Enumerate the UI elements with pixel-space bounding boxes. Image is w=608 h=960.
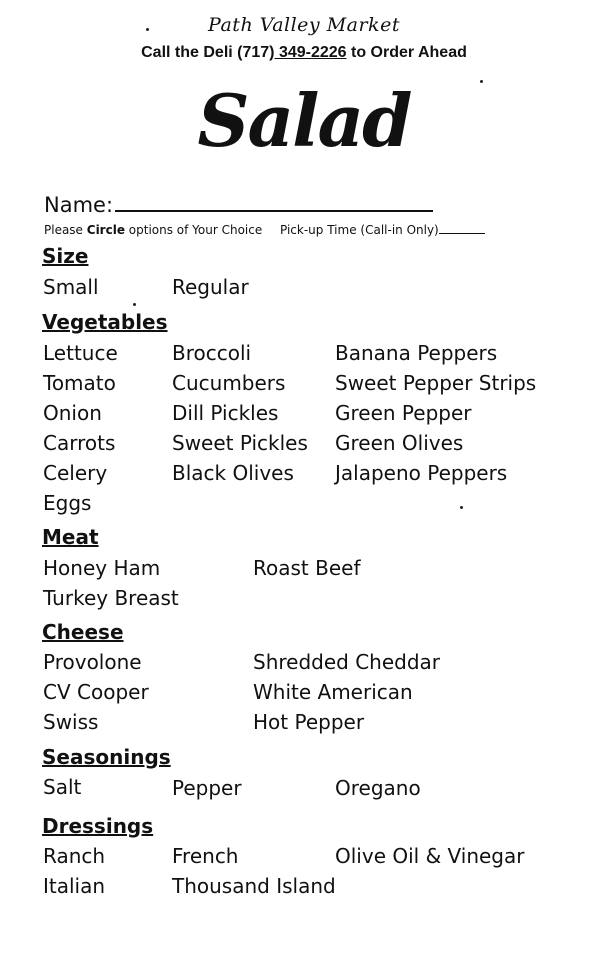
option-honey-ham[interactable]: Honey Ham: [43, 556, 161, 580]
option-jalapeno-peppers[interactable]: Jalapeno Peppers: [335, 461, 508, 485]
option-white-american[interactable]: White American: [253, 680, 413, 704]
option-thousand-island[interactable]: Thousand Island: [172, 874, 336, 898]
section-heading-cheese: Cheese: [42, 620, 124, 644]
pickup-label: Pick-up Time (Call-in Only): [280, 223, 439, 237]
scan-speck: [133, 303, 136, 306]
section-heading-size: Size: [42, 244, 89, 268]
option-oregano[interactable]: Oregano: [335, 776, 421, 800]
option-broccoli[interactable]: Broccoli: [172, 341, 252, 365]
section-heading-meat: Meat: [42, 525, 99, 549]
option-green-olives[interactable]: Green Olives: [335, 431, 464, 455]
option-lettuce[interactable]: Lettuce: [43, 341, 118, 365]
phone-number: 349-2226: [274, 44, 347, 61]
call-suffix: to Order Ahead: [346, 44, 467, 61]
option-onion[interactable]: Onion: [43, 401, 102, 425]
name-label: Name:: [44, 193, 114, 217]
option-ranch[interactable]: Ranch: [43, 844, 106, 868]
option-eggs[interactable]: Eggs: [43, 491, 92, 515]
option-turkey-breast[interactable]: Turkey Breast: [43, 586, 179, 610]
store-name: Path Valley Market: [208, 14, 400, 36]
option-pepper[interactable]: Pepper: [172, 776, 242, 800]
name-blank-line[interactable]: [115, 192, 433, 212]
pickup-time-field[interactable]: [280, 223, 485, 237]
instruction-prefix: Please: [44, 223, 87, 237]
option-shredded-cheddar[interactable]: Shredded Cheddar: [253, 650, 441, 674]
scan-speck: [460, 506, 463, 509]
option-cucumbers[interactable]: Cucumbers: [172, 371, 286, 395]
scan-speck: [480, 80, 483, 83]
option-provolone[interactable]: Provolone: [43, 650, 142, 674]
scan-speck: [146, 28, 149, 31]
option-italian[interactable]: Italian: [43, 874, 106, 898]
pickup-blank-line[interactable]: [439, 223, 485, 234]
option-salt[interactable]: Salt: [43, 775, 82, 799]
page-title: Salad: [197, 78, 411, 163]
option-green-pepper[interactable]: Green Pepper: [335, 401, 472, 425]
section-heading-vegetables: Vegetables: [42, 310, 168, 334]
option-banana-peppers[interactable]: Banana Peppers: [335, 341, 498, 365]
option-cv-cooper[interactable]: CV Cooper: [43, 680, 149, 704]
option-black-olives[interactable]: Black Olives: [172, 461, 294, 485]
option-celery[interactable]: Celery: [43, 461, 108, 485]
instruction-suffix: options of Your Choice: [124, 223, 263, 237]
option-olive-oil-vinegar[interactable]: Olive Oil & Vinegar: [335, 844, 525, 868]
option-tomato[interactable]: Tomato: [43, 371, 116, 395]
option-small[interactable]: Small: [43, 275, 99, 299]
instructions: [44, 223, 262, 237]
option-swiss[interactable]: Swiss: [43, 710, 99, 734]
order-ahead-line: [0, 44, 608, 62]
section-heading-seasonings: Seasonings: [42, 745, 171, 769]
option-sweet-pickles[interactable]: Sweet Pickles: [172, 431, 308, 455]
name-field[interactable]: [44, 192, 433, 217]
call-prefix: Call the Deli (717): [141, 44, 275, 61]
option-dill-pickles[interactable]: Dill Pickles: [172, 401, 279, 425]
option-hot-pepper[interactable]: Hot Pepper: [253, 710, 365, 734]
option-french[interactable]: French: [172, 844, 239, 868]
option-roast-beef[interactable]: Roast Beef: [253, 556, 361, 580]
option-sweet-pepper-strips[interactable]: Sweet Pepper Strips: [335, 371, 537, 395]
option-regular[interactable]: Regular: [172, 275, 249, 299]
instruction-circle: Circle: [86, 223, 125, 237]
option-carrots[interactable]: Carrots: [43, 431, 116, 455]
section-heading-dressings: Dressings: [42, 814, 154, 838]
